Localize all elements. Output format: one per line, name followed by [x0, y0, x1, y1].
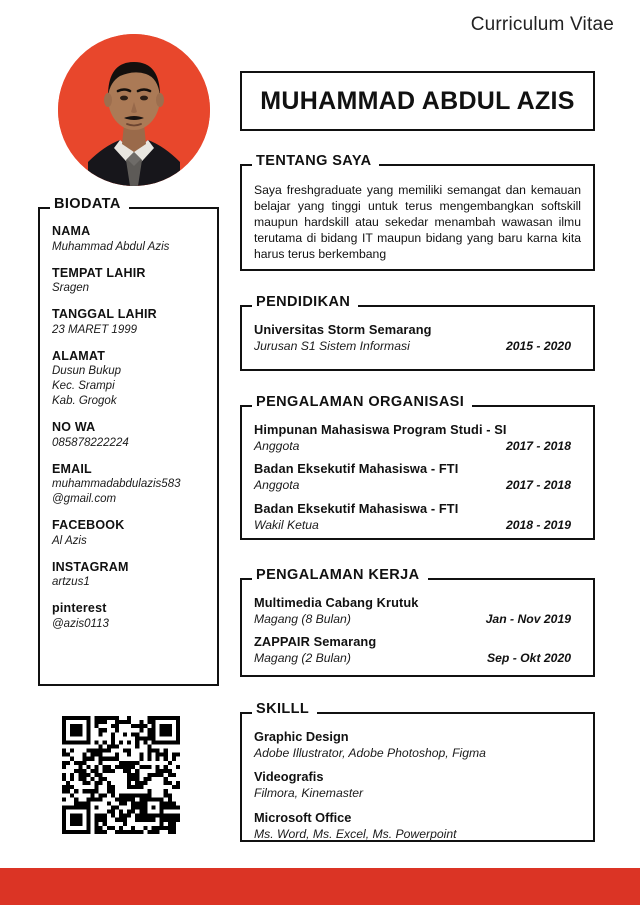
about-section-title: TENTANG SAYA [252, 154, 379, 169]
work-entry-row [254, 612, 581, 628]
biodata-item-label: NO WA [52, 420, 96, 435]
full-name: MUHAMMAD ABDUL AZIS [260, 86, 575, 115]
biodata-item-value: muhammadabdulazis583 @gmail.com [52, 478, 181, 506]
organization-section [240, 394, 595, 540]
biodata-item [52, 462, 207, 508]
education-entry-title: Universitas Storm Semarang [254, 322, 432, 337]
work-list [242, 580, 593, 673]
work-entry [254, 595, 581, 627]
skill-name: Graphic Design [254, 729, 349, 744]
biodata-item-value: 085878222224 [52, 436, 129, 449]
biodata-item-label: FACEBOOK [52, 518, 125, 533]
work-entry-title: ZAPPAIR Semarang [254, 634, 377, 650]
biodata-section-title: BIODATA [50, 197, 129, 212]
avatar [58, 34, 210, 186]
biodata-item [52, 518, 207, 549]
organization-entry-title: Badan Eksekutif Mahasiswa - FTI [254, 461, 459, 477]
biodata-item-value: Muhammad Abdul Azis [52, 240, 170, 253]
education-entry-period: 2015 - 2020 [505, 338, 571, 353]
biodata-item [52, 560, 207, 591]
biodata-item-label: NAMA [52, 224, 91, 238]
name-box [240, 71, 595, 131]
organization-entry-row [254, 439, 581, 455]
about-text: Saya freshgraduate yang memiliki semangat dan kemauan belajar yang tinggi untuk terus mengembangkan softskill maupun hardskill atau sekedar menambah wawasan ilmu terutama di bidang IT maupun bidang yang baru karna kita harus terus berkembang [254, 183, 581, 262]
footer-accent-bar [0, 868, 640, 905]
organization-entry [254, 501, 581, 533]
education-entry-detail: Jurusan S1 Sistem Informasi [254, 338, 410, 353]
biodata-item-label: ALAMAT [52, 348, 106, 363]
biodata-item [52, 601, 207, 632]
organization-entry-period: 2017 - 2018 [505, 478, 571, 493]
organization-list [242, 407, 593, 539]
biodata-item-label: TEMPAT LAHIR [52, 265, 146, 280]
skills-section [240, 701, 595, 842]
biodata-item-value: Sragen [52, 282, 90, 295]
biodata-item-label: EMAIL [52, 461, 92, 476]
work-entry-period: Sep - Okt 2020 [487, 651, 571, 666]
organization-entry-period: 2018 - 2019 [505, 517, 571, 532]
skill-tools: Filmora, Kinemaster [254, 786, 364, 801]
organization-entry-period: 2017 - 2018 [505, 438, 571, 453]
work-entry-detail: Magang (8 Bulan) [254, 611, 351, 626]
skill-item [254, 810, 581, 842]
biodata-item [52, 307, 207, 338]
biodata-item [52, 349, 207, 409]
qr-code-image [62, 716, 180, 834]
biodata-list [40, 209, 217, 640]
biodata-item [52, 224, 207, 255]
education-entry [254, 322, 581, 354]
education-list [242, 307, 593, 360]
education-entry-row [254, 339, 581, 355]
organization-entry-detail: Wakil Ketua [254, 517, 319, 532]
organization-entry-title: Badan Eksekutif Mahasiswa - FTI [254, 500, 459, 516]
biodata-item-label: pinterest [52, 601, 107, 616]
page-title: Curriculum Vitae [470, 14, 614, 35]
about-body [242, 166, 593, 268]
organization-entry-row [254, 478, 581, 494]
skill-item [254, 729, 581, 761]
organization-section-title: PENGALAMAN ORGANISASI [252, 395, 472, 410]
work-entry-period: Jan - Nov 2019 [485, 611, 571, 626]
biodata-item-value: 23 MARET 1999 [52, 323, 138, 336]
skill-tools: Ms. Word, Ms. Excel, Ms. Powerpoint [254, 826, 457, 841]
skill-item [254, 769, 581, 801]
skill-tools: Adobe Illustrator, Adobe Photoshop, Figma [254, 745, 486, 760]
biodata-item-value: Dusun Bukup Kec. Srampi Kab. Grogok [52, 365, 122, 408]
work-section-title: PENGALAMAN KERJA [252, 568, 428, 583]
organization-entry-title: Himpunan Mahasiswa Program Studi - SI [254, 422, 507, 437]
skill-name: Videografis [254, 769, 324, 785]
work-section [240, 567, 595, 677]
biodata-item-label: INSTAGRAM [52, 559, 129, 574]
skill-name: Microsoft Office [254, 809, 352, 825]
work-entry-detail: Magang (2 Bulan) [254, 651, 351, 666]
organization-entry [254, 422, 581, 454]
qr-code[interactable] [62, 716, 180, 834]
biodata-item-value: Al Azis [52, 534, 87, 547]
work-entry-title: Multimedia Cabang Krutuk [254, 595, 419, 610]
work-entry [254, 634, 581, 666]
biodata-item-value: artzus1 [52, 576, 90, 589]
biodata-section [38, 196, 219, 686]
biodata-item [52, 266, 207, 297]
skills-section-title: SKILLL [252, 702, 317, 717]
organization-entry-row [254, 518, 581, 534]
work-entry-row [254, 651, 581, 667]
about-section [240, 153, 595, 271]
education-section [240, 294, 595, 371]
biodata-item-value: @azis0113 [52, 617, 109, 630]
biodata-item-label: TANGGAL LAHIR [52, 307, 157, 322]
organization-entry [254, 461, 581, 493]
education-section-title: PENDIDIKAN [252, 295, 358, 310]
biodata-item [52, 420, 207, 451]
organization-entry-detail: Anggota [254, 478, 300, 493]
portrait-photo-image [58, 34, 210, 186]
skills-list [242, 714, 593, 848]
organization-entry-detail: Anggota [254, 438, 300, 453]
